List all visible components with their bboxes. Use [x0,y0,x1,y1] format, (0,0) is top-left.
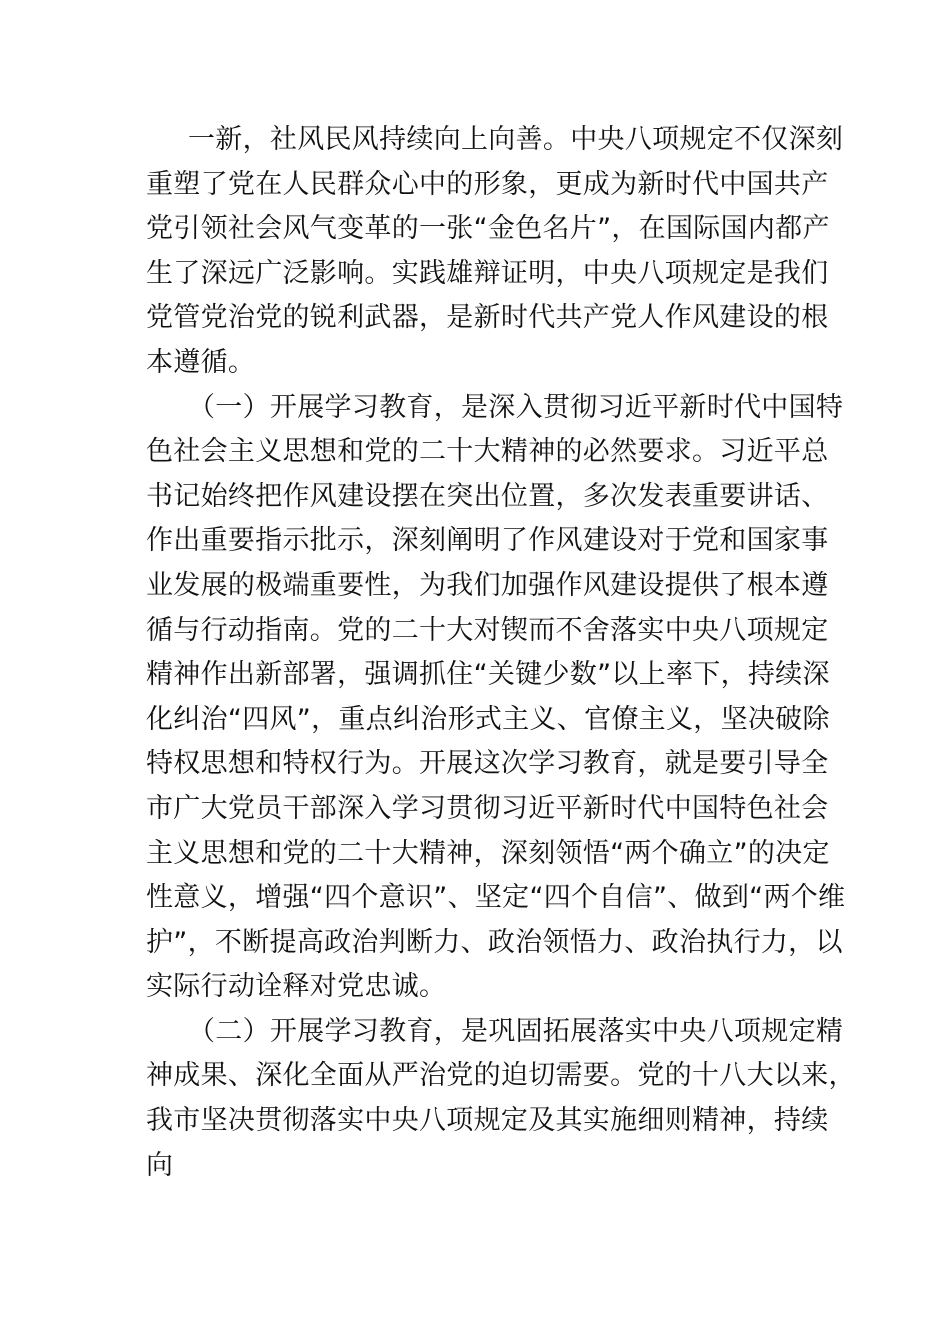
text-line: 党引领社会风气变革的一张“金色名片”，在国际国内都产 [146,213,830,245]
text-line: 党管党治党的锐利武器，是新时代共产党人作风建设的根 [146,302,829,334]
section-heading-line: （一）开展学习教育，是深入贯彻习近平新时代中国特 [188,391,844,423]
section-heading-line: （二）开展学习教育，是巩固拓展落实中央八项规定精 [188,1015,844,1047]
text-line: 主义思想和党的二十大精神，深刻领悟“两个确立”的决定 [146,837,830,869]
text-line: 书记始终把作风建设摆在突出位置，多次发表重要讲话、 [146,480,829,512]
text-line: 色社会主义思想和党的二十大精神的必然要求。习近平总 [146,436,829,468]
text-line: 实际行动诠释对党忠诚。 [146,971,447,1003]
body-text [146,118,856,1188]
text-line: 重塑了党在人民群众心中的形象，更成为新时代中国共产 [146,168,829,200]
text-line: 作出重要指示批示，深刻阐明了作风建设对于党和国家事 [146,525,829,557]
text-line: 化纠治“四风”，重点纠治形式主义、官僚主义，坚决破除 [146,703,830,735]
text-line: 精神作出新部署，强调抓住“关键少数”以上率下，持续深 [146,659,830,691]
text-line: 生了深远广泛影响。实践雄辩证明，中央八项规定是我们 [146,257,829,289]
text-line: 本遵循。 [146,346,256,378]
text-line: 神成果、深化全面从严治党的迫切需要。党的十八大以来， [146,1060,856,1092]
text-line: 护”，不断提高政治判断力、政治领悟力、政治执行力，以 [146,926,843,958]
text-line: 向 [146,1149,174,1181]
text-line: 性意义，增强“四个意识”、坚定“四个自信”、做到“两个维 [146,882,846,914]
text-line: 业发展的极端重要性，为我们加强作风建设提供了根本遵 [146,569,829,601]
text-line: 特权思想和特权行为。开展这次学习教育，就是要引导全 [146,748,829,780]
text-line: 一新，社风民风持续向上向善。中央八项规定不仅深刻 [188,124,844,155]
text-line: 循与行动指南。党的二十大对锲而不舍落实中央八项规定 [146,614,829,646]
text-line: 市广大党员干部深入学习贯彻习近平新时代中国特色社会 [146,792,829,824]
text-line: 我市坚决贯彻落实中央八项规定及其实施细则精神，持续 [146,1105,829,1137]
